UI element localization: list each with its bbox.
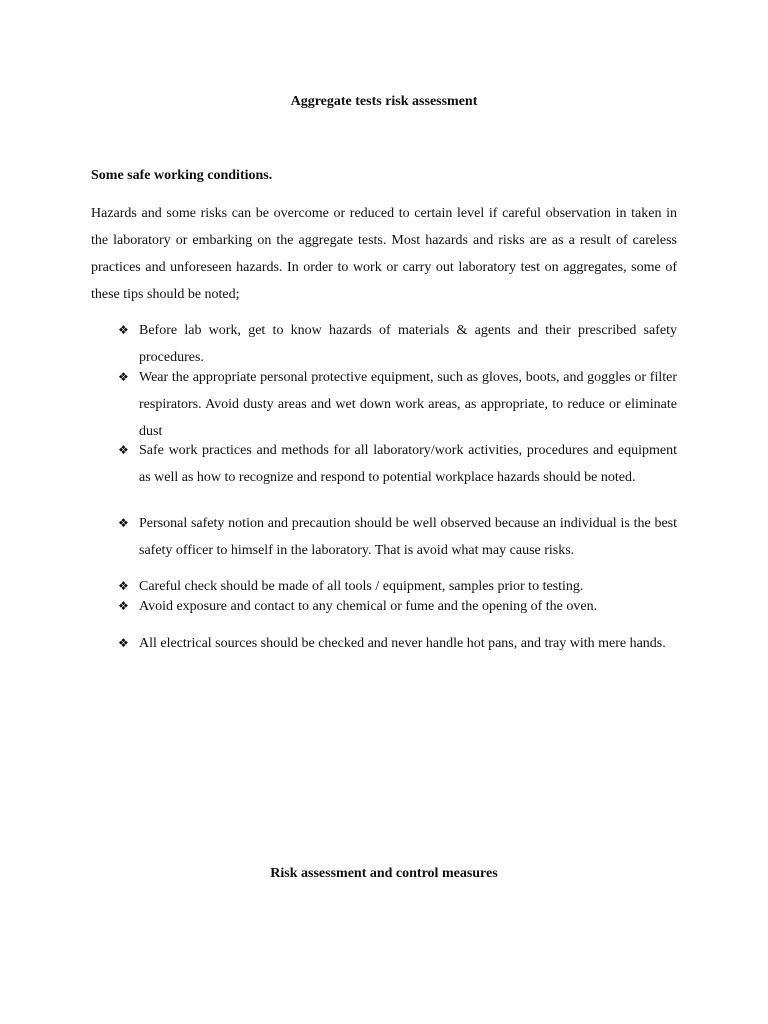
list-item — [118, 437, 677, 491]
diamond-bullet-icon: ❖ — [118, 370, 129, 384]
list-item-text: Wear the appropriate personal protective equipment, such as gloves, boots, and goggles or filter respirators. Avoid dusty areas and wet down work areas, as appropriate, to reduce or eliminate dust — [139, 370, 677, 439]
diamond-bullet-icon: ❖ — [118, 323, 129, 337]
list-item — [118, 317, 677, 371]
list-item-text: Avoid exposure and contact to any chemical or fume and the opening of the oven. — [139, 599, 598, 614]
diamond-bullet-icon: ❖ — [118, 516, 129, 530]
list-item-text: All electrical sources should be checked and never handle hot pans, and tray with mere hands. — [139, 636, 666, 651]
diamond-bullet-icon: ❖ — [118, 599, 129, 613]
intro-paragraph: Hazards and some risks can be overcome or reduced to certain level if careful observation in taken in the laboratory or embarking on the aggregate tests. Most hazards and risks are as a result of careless practices and unforeseen hazards. In order to work or carry out laboratory test on aggregates, some of these tips should be noted; — [91, 206, 677, 302]
diamond-bullet-icon: ❖ — [118, 636, 129, 650]
diamond-bullet-icon: ❖ — [118, 443, 129, 457]
list-item-text: Careful check should be made of all tools / equipment, samples prior to testing. — [139, 579, 584, 594]
list-item — [118, 364, 677, 445]
risk-assessment-heading: Risk assessment and control measures — [270, 866, 498, 881]
list-item-text: Safe work practices and methods for all laboratory/work activities, procedures and equipment as well as how to recognize and respond to potential workplace hazards should be noted. — [139, 443, 677, 485]
diamond-bullet-icon: ❖ — [118, 579, 129, 593]
list-item — [118, 510, 677, 564]
document-title: Aggregate tests risk assessment — [290, 94, 478, 109]
list-item — [118, 593, 677, 620]
section-heading: Some safe working conditions. — [91, 168, 273, 183]
list-item-text: Personal safety notion and precaution should be well observed because an individual is the best safety officer to himself in the laboratory. That is avoid what may cause risks. — [139, 516, 677, 558]
list-item-text: Before lab work, get to know hazards of materials & agents and their prescribed safety procedures. — [139, 323, 677, 365]
list-item — [118, 630, 677, 657]
